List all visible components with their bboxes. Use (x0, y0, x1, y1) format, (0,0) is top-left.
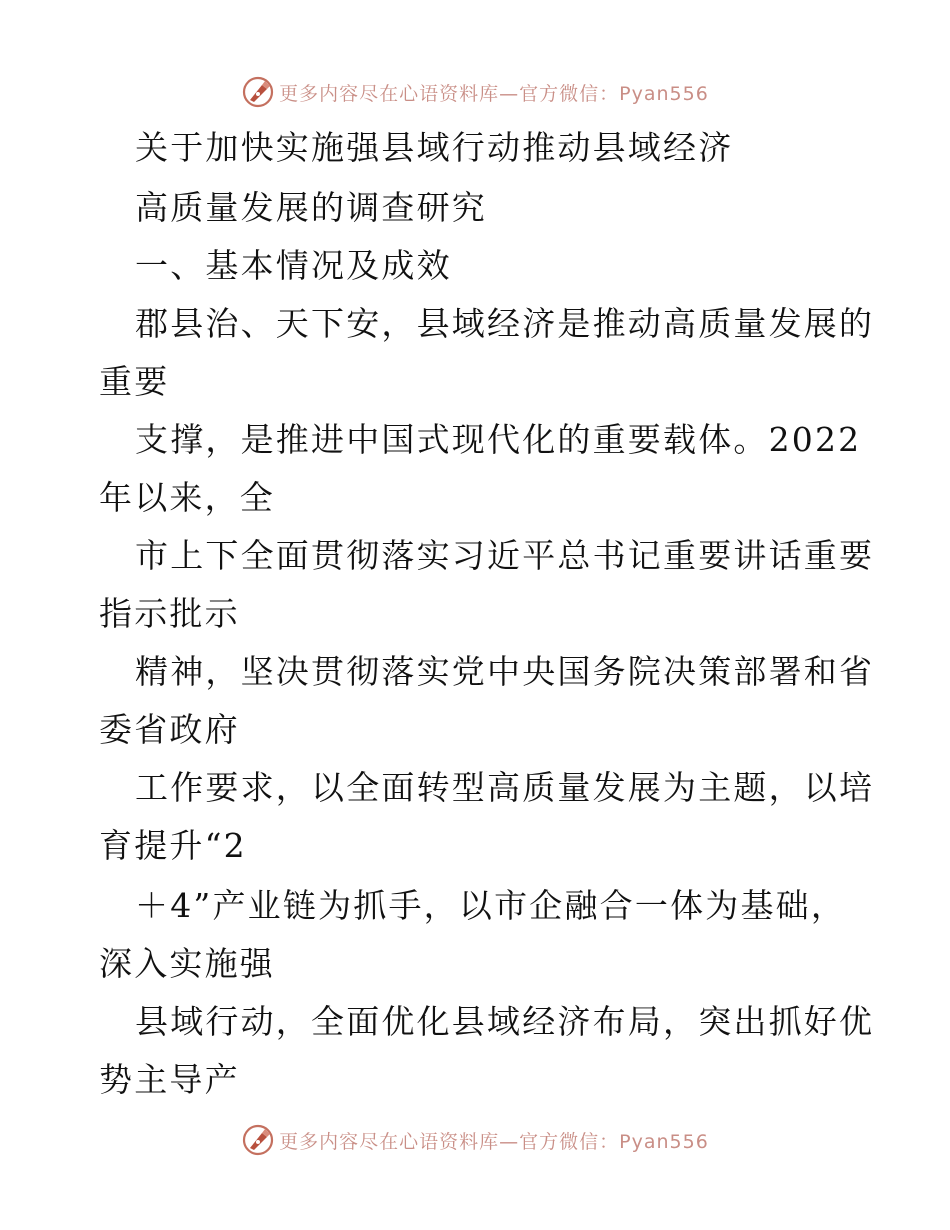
paragraph-line: 精神，坚决贯彻落实党中央国务院决策部署和省 (135, 652, 875, 691)
paragraph-line: 深入实施强 (99, 944, 275, 983)
paragraph-line: 育提升“2 (99, 826, 247, 865)
doc-title-line-2: 高质量发展的调查研究 (135, 188, 487, 227)
paragraph-line: 工作要求，以全面转型高质量发展为主题，以培 (135, 768, 875, 807)
paragraph-line: 年以来，全 (99, 478, 275, 517)
section-heading: 一、基本情况及成效 (135, 246, 452, 285)
watermark-text: 更多内容尽在心语资料库—官方微信：Pyan556 (279, 1130, 709, 1153)
paragraph-line: 委省政府 (99, 710, 240, 749)
paragraph-line: ＋4”产业链为抓手，以市企融合一体为基础， (135, 886, 847, 925)
paragraph-line: 县域行动，全面优化县域经济布局，突出抓好优 (135, 1002, 875, 1041)
paragraph-line: 郡县治、天下安，县域经济是推动高质量发展的 (135, 304, 875, 343)
doc-title-line-1: 关于加快实施强县域行动推动县域经济 (135, 128, 734, 167)
watermark-text: 更多内容尽在心语资料库—官方微信：Pyan556 (279, 82, 709, 105)
pen-nib-logo-icon (241, 75, 275, 109)
paragraph-line: 指示批示 (99, 594, 240, 633)
watermark-footer (0, 1120, 950, 1160)
paragraph-line: 支撑，是推进中国式现代化的重要载体。2022 (135, 420, 862, 459)
pen-nib-logo-icon (241, 1123, 275, 1157)
paragraph-line: 重要 (99, 362, 170, 401)
paragraph-line: 势主导产 (99, 1060, 240, 1099)
watermark-header (0, 72, 950, 112)
paragraph-line: 市上下全面贯彻落实习近平总书记重要讲话重要 (135, 536, 875, 575)
